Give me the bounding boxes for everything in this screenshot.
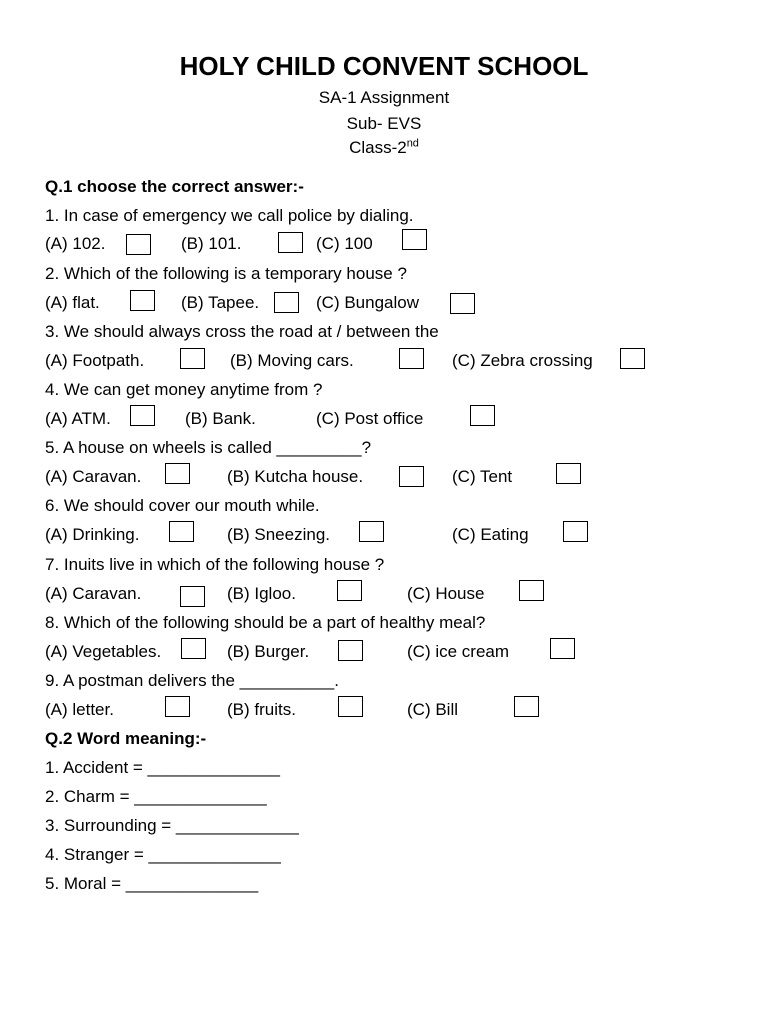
answer-checkbox-6a[interactable] xyxy=(169,521,194,542)
answer-checkbox-9c[interactable] xyxy=(514,696,539,717)
question-4: 4. We can get money anytime from ? xyxy=(45,380,323,399)
answer-checkbox-7c[interactable] xyxy=(519,580,544,601)
option-7b: (B) Igloo. xyxy=(227,584,296,603)
question-7: 7. Inuits live in which of the following house ? xyxy=(45,555,385,574)
option-9c: (C) Bill xyxy=(407,700,458,719)
answer-checkbox-2c[interactable] xyxy=(450,293,475,314)
subject-label: Sub- EVS xyxy=(346,114,422,133)
question-2: 2. Which of the following is a temporary house ? xyxy=(45,264,407,283)
option-5c: (C) Tent xyxy=(452,467,513,486)
answer-checkbox-1a[interactable] xyxy=(126,234,151,255)
question-9: 9. A postman delivers the __________. xyxy=(45,671,339,690)
option-6c: (C) Eating xyxy=(452,525,529,544)
answer-checkbox-7a[interactable] xyxy=(180,586,205,607)
word-meaning-4: 4. Stranger = ______________ xyxy=(45,845,281,864)
option-5a: (A) Caravan. xyxy=(45,467,142,486)
answer-checkbox-5a[interactable] xyxy=(165,463,190,484)
option-6b: (B) Sneezing. xyxy=(227,525,330,544)
option-8c: (C) ice cream xyxy=(407,642,510,661)
answer-checkbox-1c[interactable] xyxy=(402,229,427,250)
answer-checkbox-3c[interactable] xyxy=(620,348,645,369)
answer-checkbox-8a[interactable] xyxy=(181,638,206,659)
question-5: 5. A house on wheels is called _________? xyxy=(45,438,372,457)
question-3: 3. We should always cross the road at / between the xyxy=(45,322,439,341)
school-title: HOLY CHILD CONVENT SCHOOL xyxy=(179,51,589,81)
answer-checkbox-3a[interactable] xyxy=(180,348,205,369)
option-4b: (B) Bank. xyxy=(185,409,256,428)
word-meaning-3: 3. Surrounding = _____________ xyxy=(45,816,299,835)
word-meaning-5: 5. Moral = ______________ xyxy=(45,874,259,893)
option-3c: (C) Zebra crossing xyxy=(452,351,593,370)
answer-checkbox-9b[interactable] xyxy=(338,696,363,717)
class-text: Class-2 xyxy=(349,138,407,157)
option-9b: (B) fruits. xyxy=(227,700,296,719)
assignment-label: SA-1 Assignment xyxy=(318,88,450,107)
answer-checkbox-7b[interactable] xyxy=(337,580,362,601)
question-8: 8. Which of the following should be a part of healthy meal? xyxy=(45,613,486,632)
answer-checkbox-5b[interactable] xyxy=(399,466,424,487)
option-2c: (C) Bungalow xyxy=(316,293,419,312)
answer-checkbox-5c[interactable] xyxy=(556,463,581,484)
answer-checkbox-8c[interactable] xyxy=(550,638,575,659)
answer-checkbox-8b[interactable] xyxy=(338,640,363,661)
question-1: 1. In case of emergency we call police by dialing. xyxy=(45,206,414,225)
question-6: 6. We should cover our mouth while. xyxy=(45,496,320,515)
answer-checkbox-3b[interactable] xyxy=(399,348,424,369)
answer-checkbox-4c[interactable] xyxy=(470,405,495,426)
option-7c: (C) House xyxy=(407,584,485,603)
option-6a: (A) Drinking. xyxy=(45,525,140,544)
answer-checkbox-6b[interactable] xyxy=(359,521,384,542)
class-label xyxy=(0,138,768,158)
option-7a: (A) Caravan. xyxy=(45,584,142,603)
option-4c: (C) Post office xyxy=(316,409,424,428)
q2-heading: Q.2 Word meaning:- xyxy=(45,729,207,748)
option-3b: (B) Moving cars. xyxy=(230,351,354,370)
option-4a: (A) ATM. xyxy=(45,409,111,428)
option-9a: (A) letter. xyxy=(45,700,114,719)
answer-checkbox-9a[interactable] xyxy=(165,696,190,717)
q1-heading: Q.1 choose the correct answer:- xyxy=(45,177,304,196)
option-3a: (A) Footpath. xyxy=(45,351,145,370)
answer-checkbox-6c[interactable] xyxy=(563,521,588,542)
option-8a: (A) Vegetables. xyxy=(45,642,162,661)
word-meaning-2: 2. Charm = ______________ xyxy=(45,787,267,806)
answer-checkbox-1b[interactable] xyxy=(278,232,303,253)
answer-checkbox-2b[interactable] xyxy=(274,292,299,313)
option-2a: (A) flat. xyxy=(45,293,100,312)
option-1a: (A) 102. xyxy=(45,234,106,253)
option-1b: (B) 101. xyxy=(181,234,242,253)
word-meaning-1: 1. Accident = ______________ xyxy=(45,758,280,777)
option-2b: (B) Tapee. xyxy=(181,293,260,312)
answer-checkbox-2a[interactable] xyxy=(130,290,155,311)
answer-checkbox-4a[interactable] xyxy=(130,405,155,426)
class-superscript: nd xyxy=(406,137,419,150)
option-1c: (C) 100 xyxy=(316,234,373,253)
option-5b: (B) Kutcha house. xyxy=(227,467,364,486)
option-8b: (B) Burger. xyxy=(227,642,310,661)
